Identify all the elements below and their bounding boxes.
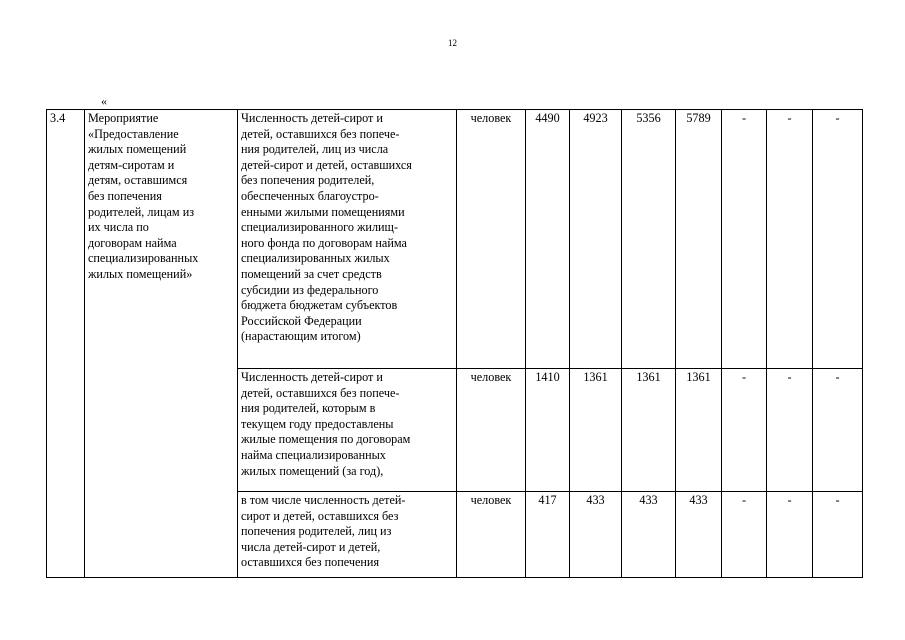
value-cell: - [813,369,863,492]
value-cell: 433 [622,492,676,578]
value-cell: - [722,110,767,369]
unit-cell: человек [457,110,526,369]
table-row [47,110,863,369]
value-cell: - [813,492,863,578]
unit-cell: человек [457,369,526,492]
item-number-cell: 3.4 [47,110,85,578]
indicator-cell: Численность детей-сирот и детей, оставшихся без попече- ния родителей, которым в текущем году предоставлены жилые помещения по договорам найма специализированных жилых помещений (за год), [238,369,457,492]
opening-quote-mark: « [101,94,107,108]
value-cell: 4490 [526,110,570,369]
page-number: 12 [448,38,457,48]
value-cell: 1361 [676,369,722,492]
value-cell: 417 [526,492,570,578]
measure-cell: Мероприятие «Предоставление жилых помещений детям-сиротам и детям, оставшимся без попечения родителей, лицам из их числа по договорам найма специализированных жилых помещений» [85,110,238,578]
value-cell: 5789 [676,110,722,369]
value-cell: 433 [570,492,622,578]
value-cell: 1410 [526,369,570,492]
value-cell: - [767,110,813,369]
value-cell: 5356 [622,110,676,369]
indicators-table [46,109,863,578]
value-cell: 1361 [622,369,676,492]
indicator-cell: Численность детей-сирот и детей, оставшихся без попече- ния родителей, лиц из числа детей-сирот и детей, оставшихся без попечения родителей, обеспеченных благоустро- енными жилыми помещениями специализированного жилищ- ного фонда по договорам найма специализированных жилых помещений за счет средств субсидии из федерального бюджета бюджетам субъектов Российской Федерации (нарастающим итогом) [238,110,457,369]
value-cell: - [767,369,813,492]
value-cell: - [722,369,767,492]
indicator-cell: в том числе численность детей- сирот и детей, оставшихся без попечения родителей, лиц из числа детей-сирот и детей, оставшихся без попечения [238,492,457,578]
value-cell: - [767,492,813,578]
unit-cell: человек [457,492,526,578]
value-cell: 4923 [570,110,622,369]
value-cell: 433 [676,492,722,578]
value-cell: - [722,492,767,578]
value-cell: - [813,110,863,369]
value-cell: 1361 [570,369,622,492]
